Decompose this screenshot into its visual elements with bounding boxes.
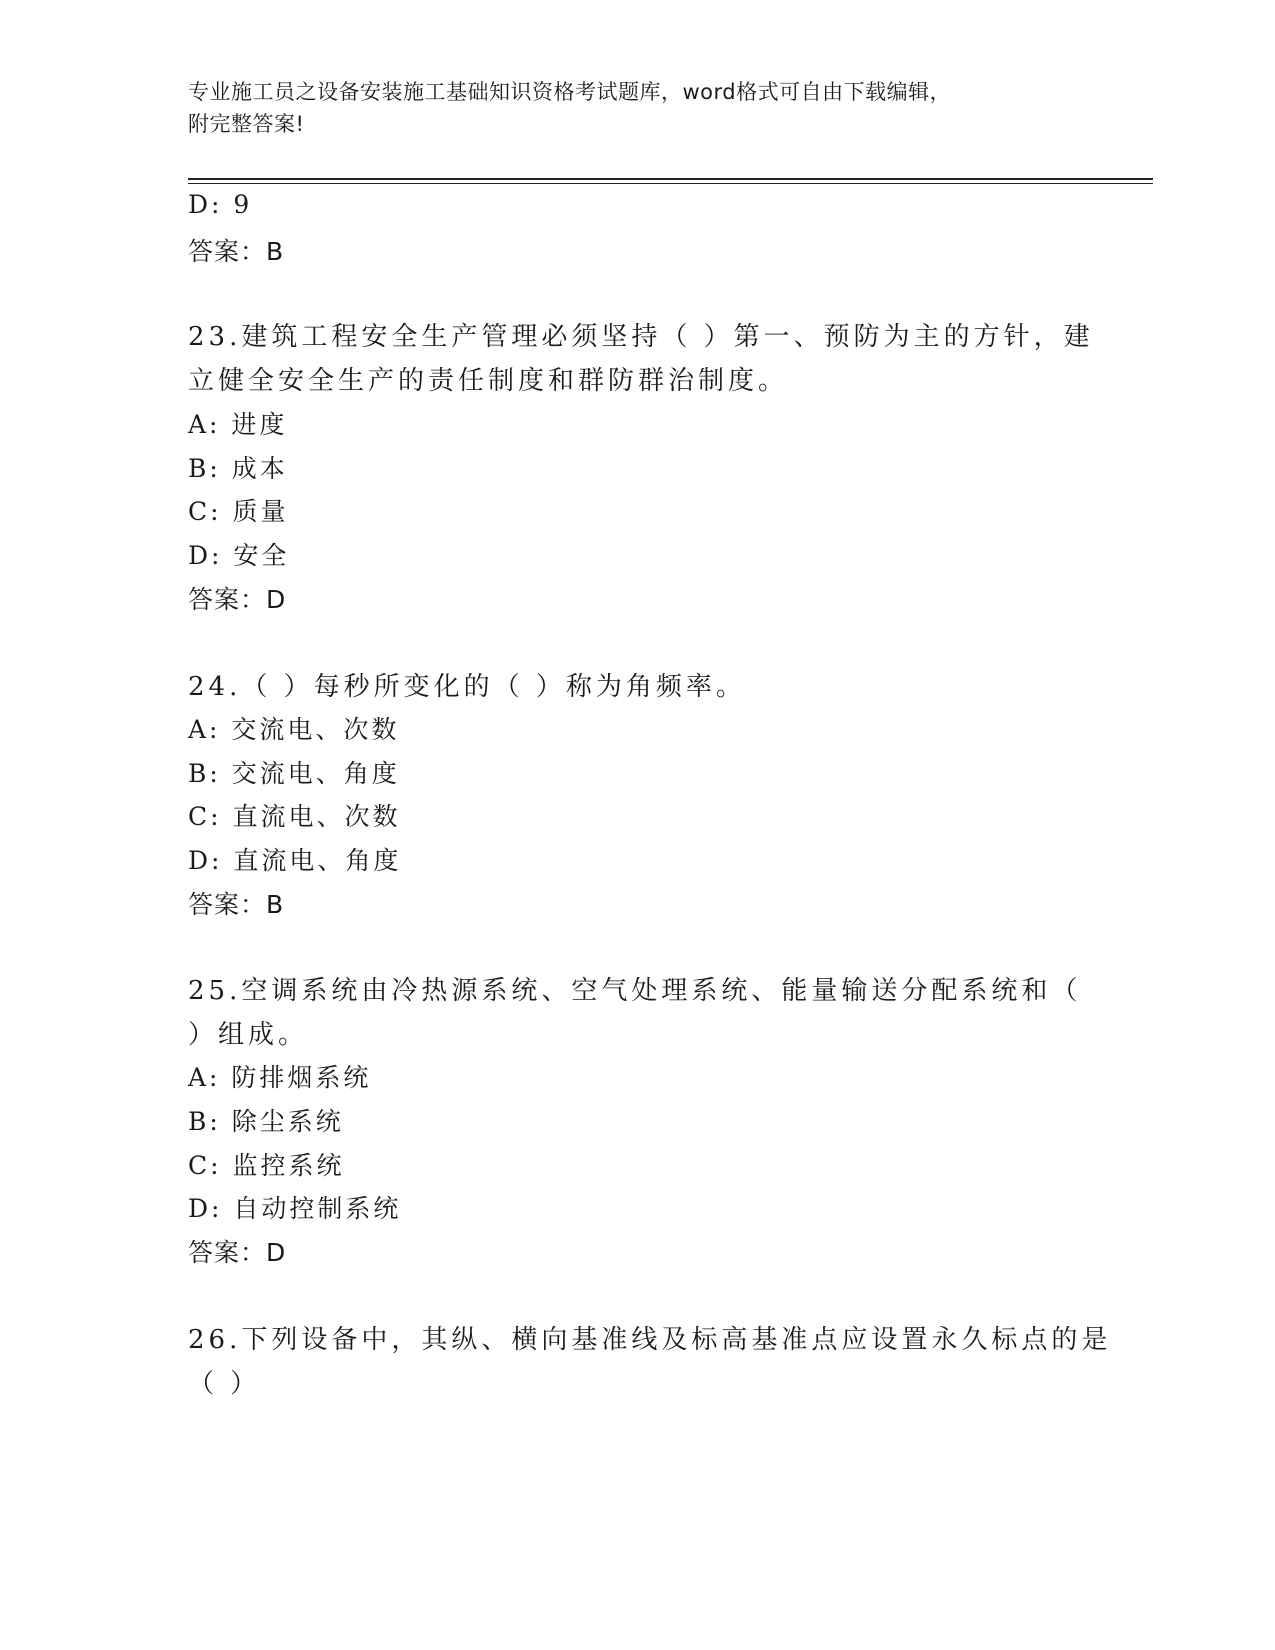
question-23-option-c: C: 质量: [188, 497, 289, 526]
question-23-option-a: A: 进度: [188, 410, 288, 439]
question-24-answer: 答案：B: [188, 890, 285, 919]
question-25-answer: 答案：D: [188, 1238, 287, 1267]
question-26-line-2: （ ）: [188, 1369, 261, 1399]
question-26-line-1: 26.下列设备中，其纵、横向基准线及标高基准点应设置永久标点的是: [188, 1325, 1112, 1355]
question-24-option-d: D: 直流电、角度: [188, 846, 402, 875]
question-23-option-b: B: 成本: [188, 454, 288, 483]
question-24-option-b: B: 交流电、角度: [188, 759, 400, 788]
header-divider-thin: [188, 183, 1153, 184]
prev-answer: 答案：B: [188, 237, 285, 266]
question-24-option-a: A: 交流电、次数: [188, 715, 400, 744]
question-24-option-c: C: 直流电、次数: [188, 802, 401, 831]
document-header: [188, 76, 1068, 140]
question-24-line-1: 24.（ ）每秒所变化的（ ）称为角频率。: [188, 672, 746, 702]
question-23-line-2: 立健全安全生产的责任制度和群防群治制度。: [188, 366, 789, 396]
question-25-option-a: A: 防排烟系统: [188, 1063, 372, 1092]
header-line-1: 专业施工员之设备安装施工基础知识资格考试题库，word格式可自由下载编辑，: [188, 80, 952, 104]
header-divider-thick: [188, 178, 1153, 180]
question-25-line-1: 25.空调系统由冷热源系统、空气处理系统、能量输送分配系统和（: [188, 976, 1082, 1006]
question-23-answer: 答案：D: [188, 585, 287, 614]
question-23-line-1: 23.建筑工程安全生产管理必须坚持（ ）第一、预防为主的方针，建: [188, 322, 1094, 352]
question-23-option-d: D: 安全: [188, 541, 290, 570]
question-25-option-c: C: 监控系统: [188, 1151, 345, 1180]
prev-option-d: D: 9: [188, 190, 253, 219]
question-25-option-b: B: 除尘系统: [188, 1107, 344, 1136]
header-line-2: 附完整答案!: [188, 112, 305, 136]
question-25-line-2: ）组成。: [188, 1020, 309, 1050]
question-25-option-d: D: 自动控制系统: [188, 1194, 402, 1223]
